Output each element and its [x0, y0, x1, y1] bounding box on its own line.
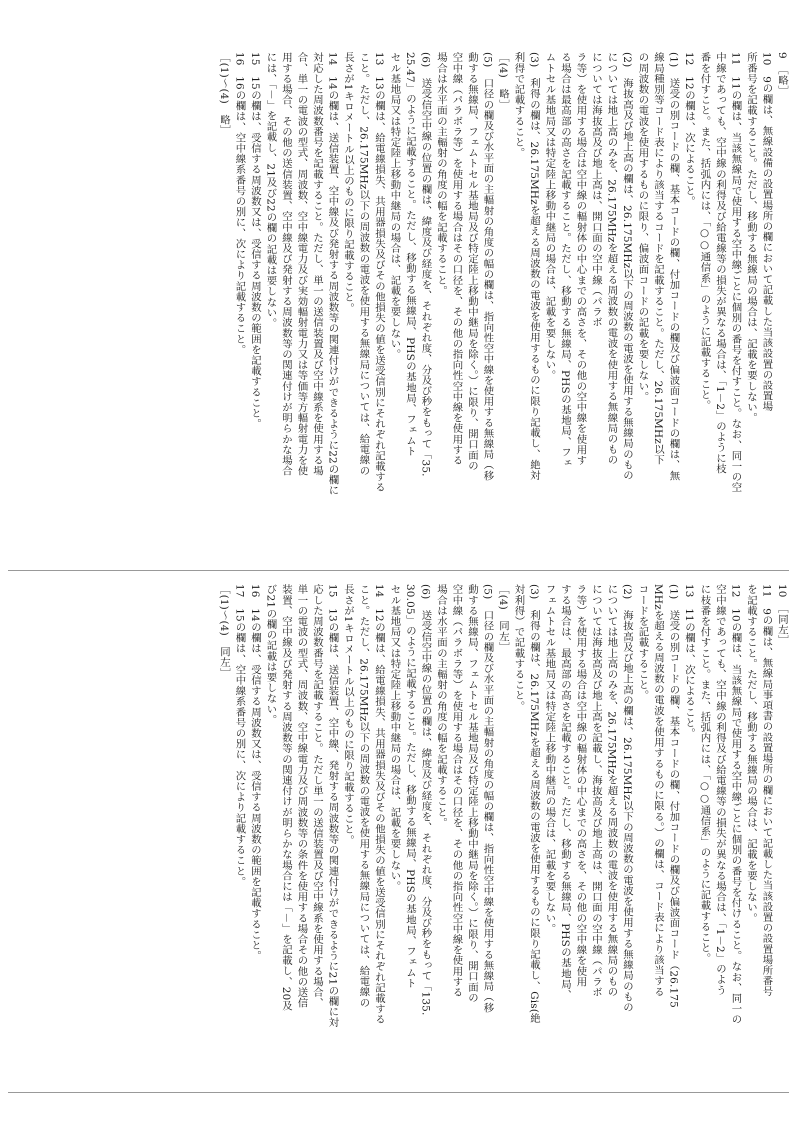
text-line: 対応した周波数番号を記載すること。ただし、単一の送信装置及び空中線系を使用する場 — [311, 52, 323, 476]
text-line: (1) 送受の別コードの欄、基本コードの欄、付加コードの欄及び偏波面コード（26.175 — [667, 584, 680, 1008]
text-line: 動する無線局、フェムトセル基地局及び特定陸上移動中継局を除く。）に限り、開口面の — [466, 584, 478, 1003]
text-line: (2) 海抜高及び地上高の欄は、26.175MHz以下の周波数の電波を使用する無線局のもの — [621, 584, 633, 1013]
text-line: 合、単一の電波の型式、周波数、空中線電力及び実効輻射電力又は等価等方輻射電力を使 — [295, 52, 308, 476]
text-line: 長さが1キロメートル以上のものに限り記載すること。 — [342, 52, 354, 314]
text-line: には、「－」を記載し、21及び22の欄の記載は要しない。 — [264, 52, 277, 329]
text-line: 中線であっても、空中線の利得及び給電線等の損失が異なる場合は、「1－2」のように枝 — [714, 52, 726, 474]
text-line: 30.05」のように記載すること。ただし、移動する無線局、PHSの基地局、フェムト — [404, 584, 416, 989]
text-line: 用する場合、その他の送信装置、空中線及び発射する周波数等の関連付けが明らかな場合 — [280, 52, 292, 476]
text-line: を記載すること。ただし、移動する無線局の場合は、記載を要しない。 — [745, 584, 757, 924]
original-text-section — [8, 584, 789, 1080]
text-line: 9 ［略］ — [776, 52, 788, 97]
text-line: 12 10の欄は、当該無線局で使用する空中線ごとに個別の番号を付けること。なお、同一の — [729, 584, 742, 1025]
text-line: (6) 送受信空中線の位置の欄は、緯度及び経度を、それぞれ度、分及び秒をもって「135. — [419, 584, 432, 1016]
text-line: ［(1)～(4) 同左］ — [218, 584, 230, 679]
text-line: に枝番を付すこと。また、括弧内には、「○○通信系」のように記載すること。 — [698, 584, 711, 964]
text-line: 25.47」のように記載すること。ただし、移動する無線局、PHSの基地局、フェムト — [404, 52, 416, 457]
text-line: ［(4) 略］ — [497, 52, 509, 110]
text-line: び21の欄の記載は要しない。 — [264, 584, 277, 725]
text-line: については地上高のみを、26.175MHzを超える周波数の電波を使用する無線局のもの — [605, 52, 618, 466]
revised-text-section — [8, 52, 789, 548]
text-line: 対利得）で記載すること。 — [512, 584, 525, 712]
text-line: (2) 海抜高及び地上高の欄は、26.175MHz以下の周波数の電波を使用する無線局のもの — [621, 52, 633, 481]
text-line: 15 15の欄は、受信する周波数又は、受信する周波数の範囲を記載すること。 — [249, 52, 261, 430]
text-line: セル基地局又は特定陸上移動中継局の場合は、記載を要しない。 — [388, 584, 401, 892]
text-line: こと。ただし、26.175MHz以下の周波数の電波を使用する無線局については、給電線の — [357, 52, 370, 476]
text-line: 13 13の欄は、給電線損失、共用器損失及びその他損失の値を送受信別にそれぞれ記載する — [373, 52, 385, 493]
text-line: ラ等）を使用する場合は空中線の輻射体の中心までの高さを、その他の空中線を使用 — [574, 584, 587, 987]
text-line: 12 12の欄は、次によること。 — [683, 52, 695, 207]
text-line: 長さが1キロメートル以上のものに限り記載すること。 — [342, 584, 354, 846]
text-line: (3) 利得の欄は、26.175MHzを超える周波数の電波を使用するものに限り記載し、Gis(絶 — [528, 584, 540, 1024]
text-line: については海抜高及び地上高を記載し、海抜高及び地上高は、開口面の空中線（パラボ — [590, 584, 602, 998]
text-line: 16 14の欄は、受信する周波数又は、受信する周波数の範囲を記載すること。 — [249, 584, 261, 962]
text-line: 利得で記載すること。 — [512, 52, 525, 158]
page-bottom-rule — [8, 1092, 789, 1093]
text-line: 番を付すこと。また、括弧内には、「○○通信系」のように記載すること。 — [698, 52, 711, 411]
text-line: ムトセル基地局又は特定陸上移動中継局の場合は、記載を要しない。 — [543, 52, 556, 381]
text-line: 単一の電波の型式、周波数、空中線電力及び周波数等の条件を使用する場合その他の送信 — [295, 584, 308, 1008]
text-line: (1) 送受の別コードの欄、基本コードの欄、付加コードの欄及び偏波面コードの欄は、無 — [667, 52, 680, 481]
text-line: (5) 口径の欄及び水平面の主輻射の角度の幅の欄は、指向性空中線を使用する無線局（移 — [481, 584, 494, 1013]
text-line: る場合は最高部の高さを記載すること。ただし、移動する無線局、PHSの基地局、フェ — [559, 52, 571, 468]
text-line: 10 ［同左］ — [776, 584, 788, 646]
text-line: については海抜高及び地上高は、開口面の空中線（パラボ — [590, 52, 602, 328]
text-line: フェムトセル基地局又は特定陸上移動中継局の場合は、記載を要しない。 — [543, 584, 556, 934]
text-line: については地上高のみを、26.175MHzを超える周波数の電波を使用する無線局のもの — [605, 584, 618, 998]
text-line: 14 14の欄は、送信装置、空中線及び発射する周波数等の関連付けができるように22の欄に — [326, 52, 339, 496]
text-line: 場合は水平面の主輻射の角度の幅を記載すること。 — [435, 52, 447, 296]
text-line: 動する無線局、フェムトセル基地局及び特定陸上移動中継局を除く。）に限り、開口面の — [466, 52, 478, 471]
text-line: セル基地局又は特定陸上移動中継局の場合は、記載を要しない。 — [388, 52, 401, 360]
text-line: (3) 利得の欄は、26.175MHzを超える周波数の電波を使用するものに限り記載し、絶対 — [528, 52, 540, 481]
text-line: 16 16の欄は、空中線系番号の別に、次により記載すること。 — [233, 52, 246, 355]
text-line: 17 15の欄は、空中線系番号の別に、次により記載すること。 — [233, 584, 246, 887]
text-line: 11 9の欄は、無線局事項書の設置場所の欄において記載した当該設置の設置場所番号 — [760, 584, 773, 997]
text-line: 所番号を記載すること。ただし、移動する無線局の場合は、記載を要しない。 — [745, 52, 757, 423]
text-line: 応した周波数番号を記載すること。ただし単一の送信装置及び空中線系を使用する場合、 — [311, 584, 323, 1008]
text-line: 線局種別等コード表により該当するコードを記載すること。ただし、26.175MHz以下 — [652, 52, 664, 466]
text-line: 15 13の欄は、送信装置、空中線、発射する周波数等の関連付けができるように21の欄に対 — [326, 584, 339, 1028]
text-line: する場合は、最高部の高さを記載すること。ただし、移動する無線局、PHSの基地局、 — [559, 584, 571, 1000]
text-line: (6) 送受信空中線の位置の欄は、緯度及び経度を、それぞれ度、分及び秒をもって「35. — [419, 52, 432, 477]
text-line: 10 9の欄は、無線設備の設置場所の欄において記載した当該設置の設置場 — [760, 52, 773, 412]
text-line: 空中線（パラボラ等）を使用する場合はその口径を、その他の指向性空中線を使用する — [450, 52, 463, 466]
text-line: コードを記載すること。 — [636, 584, 649, 701]
text-line: ［(1)～(4) 略］ — [218, 52, 230, 136]
text-line: 場合は水平面の主輻射の角度の幅を記載すること。 — [435, 584, 447, 828]
text-line: ［(4) 同左］ — [497, 584, 509, 653]
text-line: 空中線であっても、空中線の利得及び給電線等の損失が異なる場合は、「1－2」のよう — [714, 584, 726, 996]
text-line: 13 11の欄は、次によること。 — [683, 584, 695, 739]
text-line: 装置、空中線及び発射する周波数等の関連付けが明らかな場合には「－」を記載し、20及 — [280, 584, 292, 1012]
text-line: こと。ただし、26.175MHz以下の周波数の電波を使用する無線局については、給電線の — [357, 584, 370, 1008]
text-line: ラ等）を使用する場合は空中線の輻射体の中心までの高さを、その他の空中線を使用す — [574, 52, 587, 466]
section-divider — [8, 570, 789, 571]
text-line: (5) 口径の欄及び水平面の主輻射の角度の幅の欄は、指向性空中線を使用する無線局（移 — [481, 52, 494, 481]
text-line: MHzを超える周波数の電波を使用するものに限る。）の欄は、コード表により該当する — [652, 584, 664, 997]
text-line: の周波数の電波を使用するものに限り、偏波面コードの記載を要しない。 — [636, 52, 649, 402]
text-line: 空中線（パラボラ等）を使用する場合はその口径を、その他の指向性空中線を使用する — [450, 584, 463, 998]
text-line: 11 11の欄は、当該無線局で使用する空中線ごとに個別の番号を付すこと。なお、同一の空 — [729, 52, 742, 493]
text-line: 14 12の欄は、給電線損失、共用器損失及びその他損失の値を送受信別にそれぞれ記載する — [373, 584, 385, 1025]
